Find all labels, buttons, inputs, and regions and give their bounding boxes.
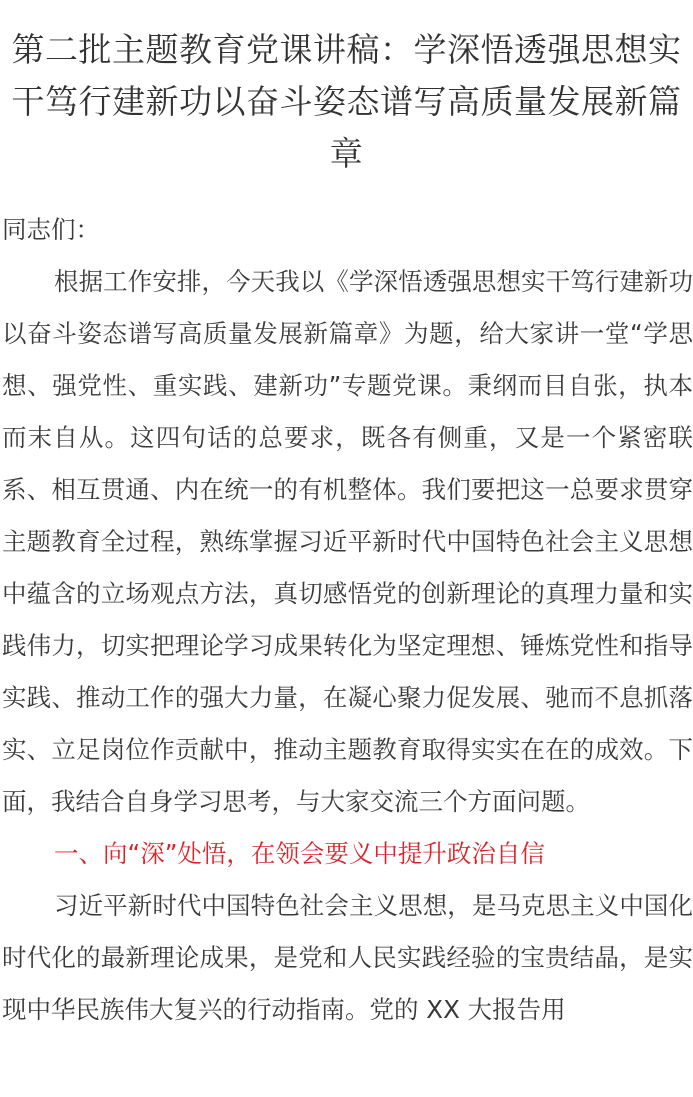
document-title: 第二批主题教育党课讲稿：学深悟透强思想实干笃行建新功以奋斗姿态谱写高质量发展新篇章 bbox=[11, 30, 682, 173]
intro-paragraph: 根据工作安排，今天我以《学深悟透强思想实干笃行建新功以奋斗姿态谱写高质量发展新篇章》为题，给大家讲一堂“学思想、强党性、重实践、建新功”专题党课。秉纲而目自张，执本而末自从。这四句话的总要求，既各有侧重，又是一个紧密联系、相互贯通、内在统一的有机整体。我们要把这一总要求贯穿主题教育全过程，熟练掌握习近平新时代中国特色社会主义思想中蕴含的立场观点方法，真切感悟党的创新理论的真理力量和实践伟力，切实把理论学习成果转化为坚定理想、锤炼党性和指导实践、推动工作的强大力量，在凝心聚力促发展、驰而不息抓落实、立足岗位作贡献中，推动主题教育取得实实在在的成效。下面，我结合自身学习思考，与大家交流三个方面问题。 bbox=[2, 267, 693, 816]
salutation: 同志们： bbox=[2, 215, 100, 244]
section-heading: 一、向“深”处悟，在领会要义中提升政治自信 bbox=[54, 839, 545, 868]
section-paragraph: 习近平新时代中国特色社会主义思想，是马克思主义中国化时代化的最新理论成果，是党和人民实践经验的宝贵结晶，是实现中华民族伟大复兴的行动指南。党的 XX 大报告用 bbox=[2, 891, 693, 1024]
document-body bbox=[0, 204, 693, 1036]
